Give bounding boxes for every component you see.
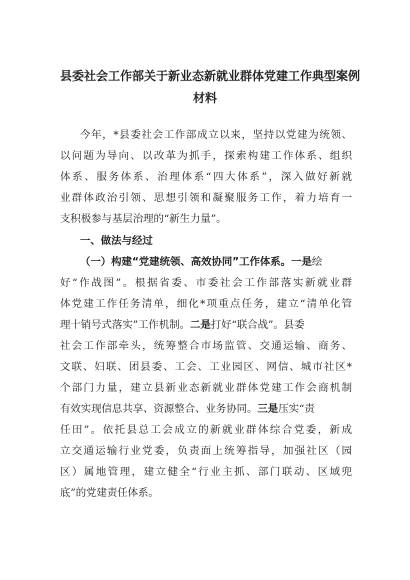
document-title-line2: 材料 [192,91,217,105]
line-text: 压实“责 [278,403,315,415]
document-title-line1: 县委社会工作部关于新业态新就业群体党建工作典型案例 [60,69,361,83]
intro-line: 以问题为导向、以改革为抓手，探索构建工作体系、组织 [60,150,352,162]
line-text: 打好“联合战”。县委 [210,319,305,331]
subsection-title: （一）构建“党建统领、高效协同”工作体系。 [80,256,292,268]
intro-line: 支积极参与基层治理的“新生力量”。 [60,213,227,225]
body-line: 体党建工作任务清单，细化*项重点任务，建立“清单化管 [60,298,352,310]
line-tail: 绘 [311,256,323,268]
subsection-first-line [60,255,352,269]
body-line: 任田”。依托县总工会成立的新就业群体综合党委，新成 [60,424,352,436]
phrase-one: 一是 [291,256,312,268]
body-line: 立交通运输行业党委，负责面上统筹指导，加强社区（园 [60,445,352,457]
phrase-two: 二是 [190,319,211,331]
body-line: 文联、妇联、团县委、工会、工业园区、网信、城市社区* [60,361,352,373]
body-line: 个部门力量，建立县新业态新就业群体党建工作会商机制 [60,382,352,394]
body-line: 底”的党建责任体系。 [60,487,159,499]
intro-line: 业群体政治引领、思想引领和凝聚服务工作，着力培育一 [60,192,352,204]
body-line-mixed [60,402,352,416]
line-text: 理十销号式落实”工作机制。 [60,319,190,331]
body-line: 社会工作部牵头，统筹整合市场监管、交通运输、商务、 [60,340,352,352]
body-line: 好“作战图”。根据省委、市委社会工作部落实新就业群 [60,277,352,289]
phrase-three: 三是 [257,403,279,415]
section-heading: 一、做法与经过 [80,235,153,247]
body-line: 区）属地管理，建立健全“行业主抓、部门联动、区域兜 [60,466,352,478]
body-line-mixed [60,318,352,332]
line-text: 有效实现信息共享、资源整合、业务协同。 [60,403,258,415]
intro-line: 体系、服务体系、治理体系“四大体系”，深入做好新就 [60,171,352,183]
intro-line: 今年，*县委社会工作部成立以来，坚持以党建为统领、 [80,129,352,141]
